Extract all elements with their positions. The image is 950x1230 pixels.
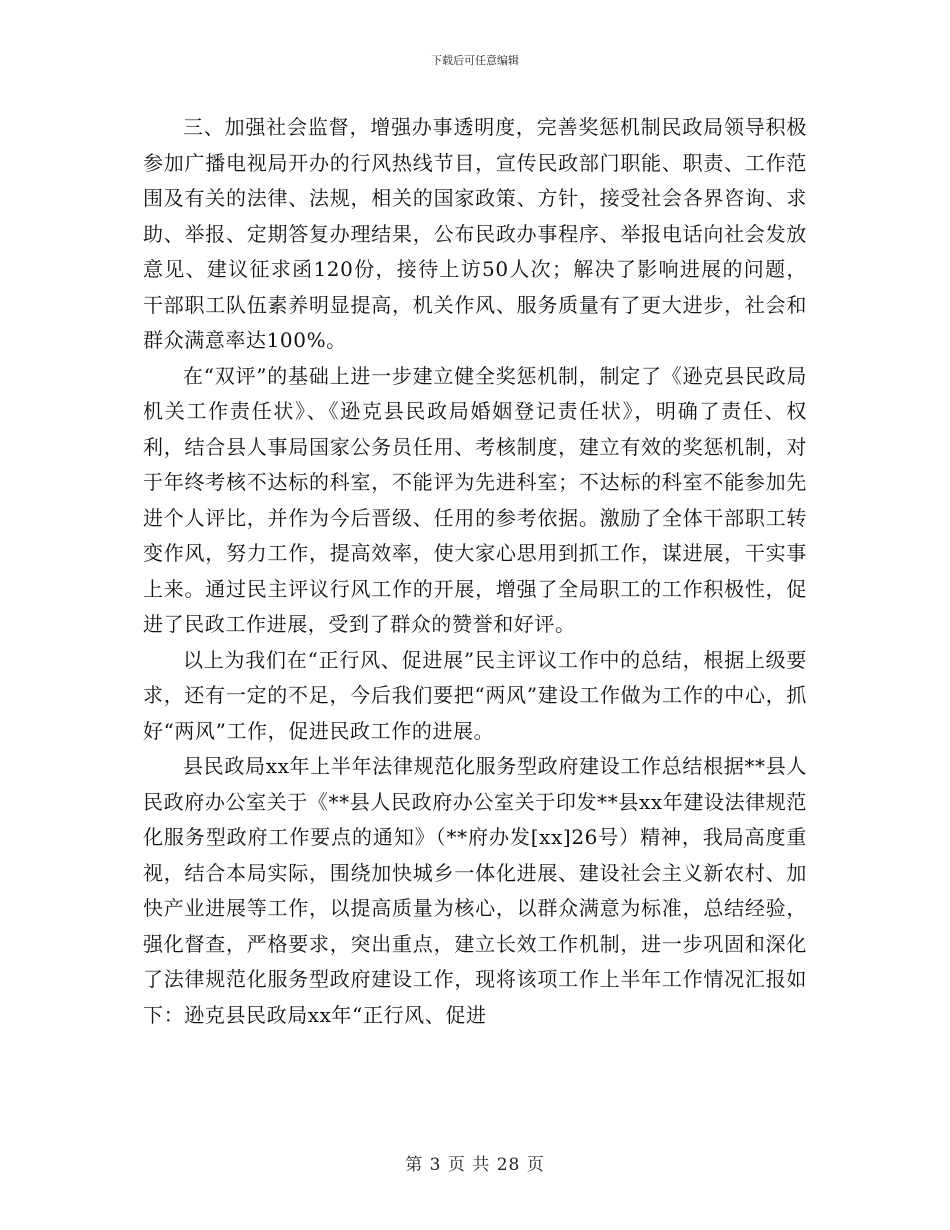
paragraph-supervision: 三、加强社会监督，增强办事透明度，完善奖惩机制民政局领导积极参加广播电视局开办的行风热线节目，宣传民政部门职能、职责、工作范围及有关的法律、法规，相关的国家政策、方针，接受社会各界咨询、求助、举报、定期答复办理结果，公布民政办事程序、举报电话向社会发放意见、建议征求函120份，接待上访50人次；解决了影响进展的问题，干部职工队伍素养明显提高，机关作风、服务质量有了更大进步，社会和群众满意率达100%。 — [143, 115, 807, 352]
document-body — [143, 110, 807, 1033]
paragraph-legal-work-report: 县民政局xx年上半年法律规范化服务型政府建设工作总结根据**县人民政府办公室关于《**县人民政府办公室关于印发**县xx年建设法律规范化服务型政府工作要点的通知》（**府办发[xx]26号）精神，我局高度重视，结合本局实际，围绕加快城乡一体化进展、建设社会主义新农村、加快产业进展等工作，以提高质量为核心，以群众满意为标准，总结经验，强化督查，严格要求，突出重点，建立长效工作机制，进一步巩固和深化了法律规范化服务型政府建设工作，现将该项工作上半年工作情况汇报如下：逊克县民政局xx年“正行风、促进 — [143, 754, 807, 1027]
page-number: 第 3 页 共 28 页 — [405, 1155, 545, 1175]
paragraph-incentive-mechanism: 在“双评”的基础上进一步建立健全奖惩机制，制定了《逊克县民政局机关工作责任状》、《逊克县民政局婚姻登记责任状》，明确了责任、权利，结合县人事局国家公务员任用、考核制度，建立有效的奖惩机制，对于年终考核不达标的科室，不能评为先进科室；不达标的科室不能参加先进个人评比，并作为今后晋级、任用的参考依据。激励了全体干部职工转变作风，努力工作，提高效率，使大家心思用到抓工作，谋进展，干实事上来。通过民主评议行风工作的开展，增强了全局职工的工作积极性，促进了民政工作进展，受到了群众的赞誉和好评。 — [143, 363, 807, 636]
page-header: 下载后可任意编辑 — [431, 54, 519, 67]
paragraph-summary: 以上为我们在“正行风、促进展”民主评议工作中的总结，根据上级要求，还有一定的不足，今后我们要把“两风”建设工作做为工作的中心，抓好“两风”工作，促进民政工作的进展。 — [143, 647, 807, 743]
